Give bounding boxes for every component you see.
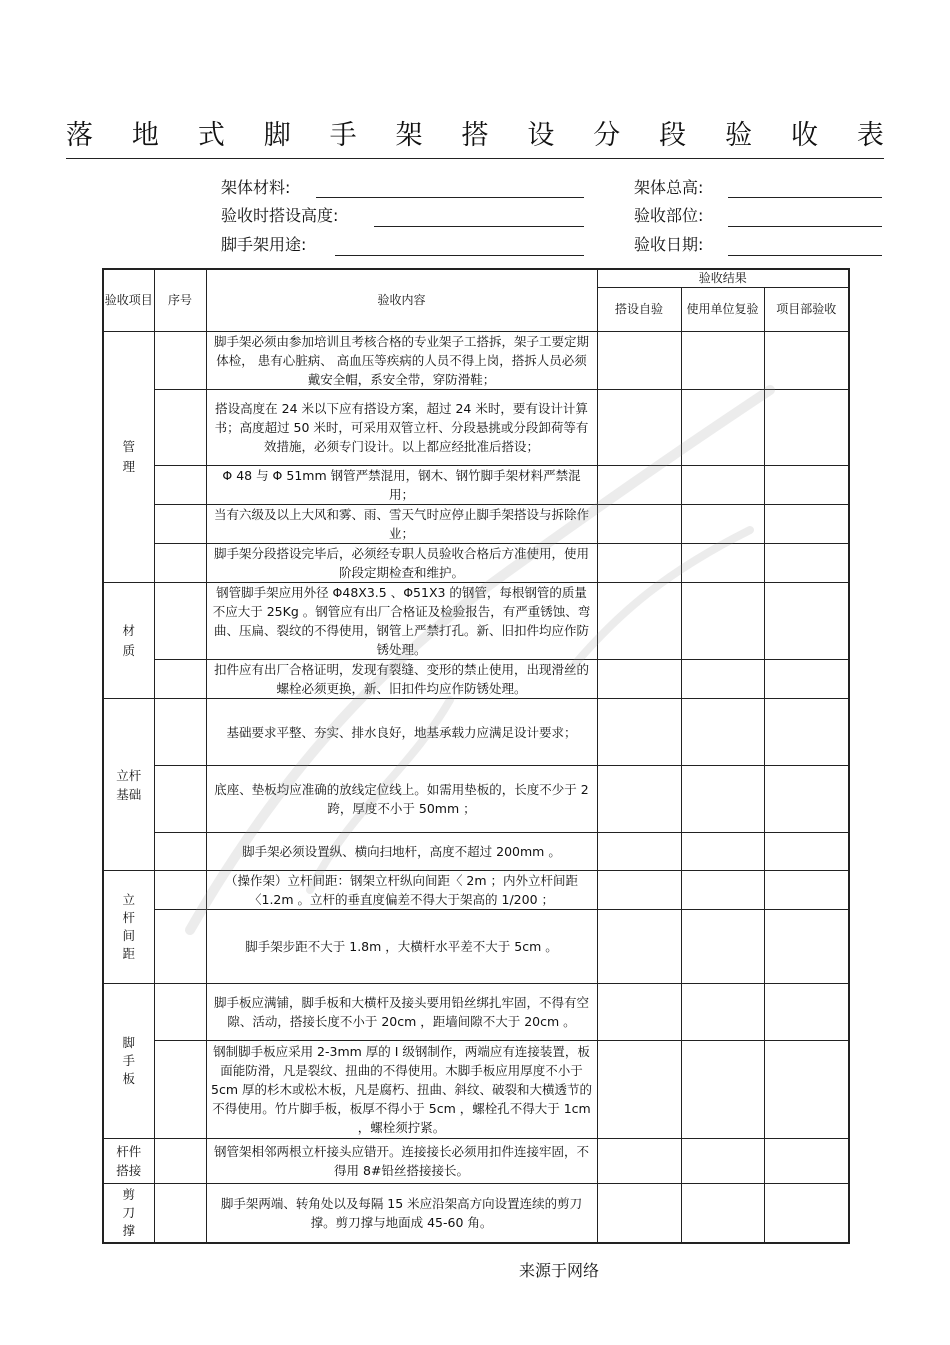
category-cell: 立 杆 间 距 <box>103 871 154 984</box>
field-material-label: 架体材料: <box>221 178 291 197</box>
title-char: 收 <box>790 119 818 151</box>
category-cell: 杆件 搭接 <box>103 1139 154 1184</box>
header-self-check: 搭设自验 <box>597 288 681 332</box>
title-char: 地 <box>131 119 159 151</box>
user-check-cell[interactable] <box>681 544 764 583</box>
self-check-cell[interactable] <box>597 583 681 660</box>
dept-check-cell[interactable] <box>764 583 849 660</box>
table-row <box>103 660 849 699</box>
content-cell: （操作架）立杆间距：钢架立杆纵向间距〈 2m ；内外立杆间距〈1.2m 。立杆的垂直度偏差不得大于架高的 1/200 ； <box>206 871 597 910</box>
title-char: 脚 <box>263 119 291 151</box>
self-check-cell[interactable] <box>597 390 681 466</box>
self-check-cell[interactable] <box>597 1139 681 1184</box>
user-check-cell[interactable] <box>681 1184 764 1243</box>
title-char: 式 <box>197 119 225 151</box>
content-cell: 脚手架分段搭设完毕后，必须经专职人员验收合格后方准使用，使用阶段定期检查和维护。 <box>206 544 597 583</box>
field-purpose-line[interactable] <box>335 255 584 256</box>
dept-check-cell[interactable] <box>764 766 849 833</box>
title-char: 验 <box>725 119 753 151</box>
content-cell: 扣件应有出厂合格证明，发现有裂缝、变形的禁止使用，出现滑丝的螺栓必须更换，新、旧扣件均应作防锈处理。 <box>206 660 597 699</box>
self-check-cell[interactable] <box>597 1184 681 1243</box>
table-row <box>103 1041 849 1139</box>
source-note: 来源于网络 <box>519 1261 600 1280</box>
table-row <box>103 505 849 544</box>
title-char: 落 <box>66 119 93 151</box>
field-check-part-line[interactable] <box>728 226 882 227</box>
user-check-cell[interactable] <box>681 833 764 871</box>
seq-cell[interactable] <box>154 833 206 871</box>
table-row <box>103 871 849 910</box>
user-check-cell[interactable] <box>681 1041 764 1139</box>
inspection-table <box>102 268 850 1244</box>
dept-check-cell[interactable] <box>764 699 849 766</box>
title-char: 搭 <box>461 119 489 151</box>
table-row <box>103 583 849 660</box>
page-title <box>66 112 884 152</box>
field-total-height-label: 架体总高: <box>634 178 704 197</box>
dept-check-cell[interactable] <box>764 1184 849 1243</box>
seq-cell[interactable] <box>154 871 206 910</box>
header-dept-check: 项目部验收 <box>764 288 849 332</box>
header-item: 验收项目 <box>103 269 154 332</box>
dept-check-cell[interactable] <box>764 660 849 699</box>
field-material-line[interactable] <box>316 197 584 198</box>
category-cell: 脚 手 板 <box>103 984 154 1139</box>
seq-cell[interactable] <box>154 910 206 984</box>
seq-cell[interactable] <box>154 583 206 660</box>
self-check-cell[interactable] <box>597 833 681 871</box>
content-cell: 脚手板应满铺，脚手板和大横杆及接头要用铅丝绑扎牢固，不得有空隙、活动，搭接长度不小于 20cm ，距墙间隙不大于 20cm 。 <box>206 984 597 1041</box>
table-row <box>103 544 849 583</box>
title-char: 段 <box>659 119 687 151</box>
self-check-cell[interactable] <box>597 766 681 833</box>
header-seq: 序号 <box>154 269 206 332</box>
dept-check-cell[interactable] <box>764 833 849 871</box>
content-cell: 脚手架必须由参加培训且考核合格的专业架子工搭拆，架子工要定期体检， 患有心脏病、 高血压等疾病的人员不得上岗，搭拆人员必须戴安全帽，系安全带，穿防滑鞋； <box>206 332 597 390</box>
field-check-date-label: 验收日期: <box>634 235 704 254</box>
seq-cell[interactable] <box>154 1041 206 1139</box>
title-char: 手 <box>329 119 357 151</box>
field-purpose-label: 脚手架用途: <box>221 235 307 254</box>
field-total-height-line[interactable] <box>728 197 882 198</box>
user-check-cell[interactable] <box>681 1139 764 1184</box>
content-cell: 钢制脚手板应采用 2-3mm 厚的 I 级钢制作，两端应有连接装置，板面能防滑，凡是裂纹、扭曲的不得使用。木脚手板应用厚度不小于 5cm 厚的杉木或松木板，凡是腐朽、扭曲、斜纹、破裂和大横透节的不得使用。竹片脚手板，板厚不得小于 5cm ，螺栓孔不得大于 1cm ，螺栓须拧紧。 <box>206 1041 597 1139</box>
seq-cell[interactable] <box>154 984 206 1041</box>
header-content: 验收内容 <box>206 269 597 332</box>
content-cell: 底座、垫板均应准确的放线定位线上。如需用垫板的，长度不少于 2 跨，厚度不小于 50mm ； <box>206 766 597 833</box>
dept-check-cell[interactable] <box>764 1041 849 1139</box>
user-check-cell[interactable] <box>681 583 764 660</box>
table-row <box>103 1184 849 1243</box>
title-char: 架 <box>395 119 423 151</box>
user-check-cell[interactable] <box>681 984 764 1041</box>
self-check-cell[interactable] <box>597 910 681 984</box>
dept-check-cell[interactable] <box>764 871 849 910</box>
seq-cell[interactable] <box>154 1139 206 1184</box>
dept-check-cell[interactable] <box>764 984 849 1041</box>
self-check-cell[interactable] <box>597 1041 681 1139</box>
seq-cell[interactable] <box>154 699 206 766</box>
field-check-height-label: 验收时搭设高度: <box>221 206 339 225</box>
content-cell: 脚手架两端、转角处以及每隔 15 米应沿架高方向设置连续的剪刀撑。剪刀撑与地面成 45-60 角。 <box>206 1184 597 1243</box>
self-check-cell[interactable] <box>597 505 681 544</box>
category-cell: 剪 刀 撑 <box>103 1184 154 1243</box>
user-check-cell[interactable] <box>681 910 764 984</box>
content-cell: 脚手架必须设置纵、横向扫地杆，高度不超过 200mm 。 <box>206 833 597 871</box>
table-row <box>103 1139 849 1184</box>
user-check-cell[interactable] <box>681 699 764 766</box>
seq-cell[interactable] <box>154 505 206 544</box>
table-row <box>103 766 849 833</box>
table-row <box>103 833 849 871</box>
self-check-cell[interactable] <box>597 332 681 390</box>
content-cell: Φ 48 与 Φ 51mm 钢管严禁混用，钢木、钢竹脚手架材料严禁混用； <box>206 466 597 505</box>
table-row <box>103 699 849 766</box>
table-row <box>103 984 849 1041</box>
title-char: 设 <box>527 119 555 151</box>
content-cell: 搭设高度在 24 米以下应有搭设方案，超过 24 米时，要有设计计算书；高度超过 50 米时，可采用双管立杆、分段悬挑或分段卸荷等有效措施，必须专门设计。以上都应经批准后搭设； <box>206 390 597 466</box>
table-row <box>103 910 849 984</box>
dept-check-cell[interactable] <box>764 332 849 390</box>
self-check-cell[interactable] <box>597 871 681 910</box>
header-result: 验收结果 <box>597 269 849 288</box>
user-check-cell[interactable] <box>681 466 764 505</box>
content-cell: 脚手架步距不大于 1.8m ，大横杆水平差不大于 5cm 。 <box>206 910 597 984</box>
category-cell: 材 质 <box>103 583 154 699</box>
table-row <box>103 390 849 466</box>
self-check-cell[interactable] <box>597 699 681 766</box>
content-cell: 基础要求平整、夯实、排水良好，地基承载力应满足设计要求； <box>206 699 597 766</box>
dept-check-cell[interactable] <box>764 910 849 984</box>
self-check-cell[interactable] <box>597 660 681 699</box>
seq-cell[interactable] <box>154 332 206 390</box>
seq-cell[interactable] <box>154 466 206 505</box>
field-check-part-label: 验收部位: <box>634 206 704 225</box>
title-char: 分 <box>593 119 621 151</box>
content-cell: 钢管架相邻两根立杆接头应错开。连接接长必须用扣件连接牢固，不得用 8#铅丝搭接接长。 <box>206 1139 597 1184</box>
user-check-cell[interactable] <box>681 390 764 466</box>
seq-cell[interactable] <box>154 660 206 699</box>
seq-cell[interactable] <box>154 390 206 466</box>
self-check-cell[interactable] <box>597 544 681 583</box>
user-check-cell[interactable] <box>681 505 764 544</box>
title-char: 表 <box>856 119 884 151</box>
content-cell: 当有六级及以上大风和雾、雨、雪天气时应停止脚手架搭设与拆除作业； <box>206 505 597 544</box>
user-check-cell[interactable] <box>681 332 764 390</box>
self-check-cell[interactable] <box>597 466 681 505</box>
seq-cell[interactable] <box>154 766 206 833</box>
category-cell: 立杆 基础 <box>103 699 154 871</box>
title-rule <box>66 158 884 159</box>
user-check-cell[interactable] <box>681 766 764 833</box>
user-check-cell[interactable] <box>681 660 764 699</box>
table-row <box>103 332 849 390</box>
dept-check-cell[interactable] <box>764 505 849 544</box>
user-check-cell[interactable] <box>681 871 764 910</box>
content-cell: 钢管脚手架应用外径 Φ48X3.5 、Φ51X3 的钢管，每根钢管的质量不应大于 25Kg 。钢管应有出厂合格证及检验报告，有严重锈蚀、弯曲、压扁、裂纹的不得使用，钢管上严禁打孔。新、旧扣件均应作防锈处理。 <box>206 583 597 660</box>
self-check-cell[interactable] <box>597 984 681 1041</box>
dept-check-cell[interactable] <box>764 466 849 505</box>
category-cell: 管 理 <box>103 332 154 583</box>
field-check-height-line[interactable] <box>374 226 584 227</box>
field-check-date-line[interactable] <box>728 255 882 256</box>
dept-check-cell[interactable] <box>764 390 849 466</box>
dept-check-cell[interactable] <box>764 544 849 583</box>
dept-check-cell[interactable] <box>764 1139 849 1184</box>
seq-cell[interactable] <box>154 544 206 583</box>
seq-cell[interactable] <box>154 1184 206 1243</box>
header-user-check: 使用单位复验 <box>681 288 764 332</box>
table-row <box>103 466 849 505</box>
